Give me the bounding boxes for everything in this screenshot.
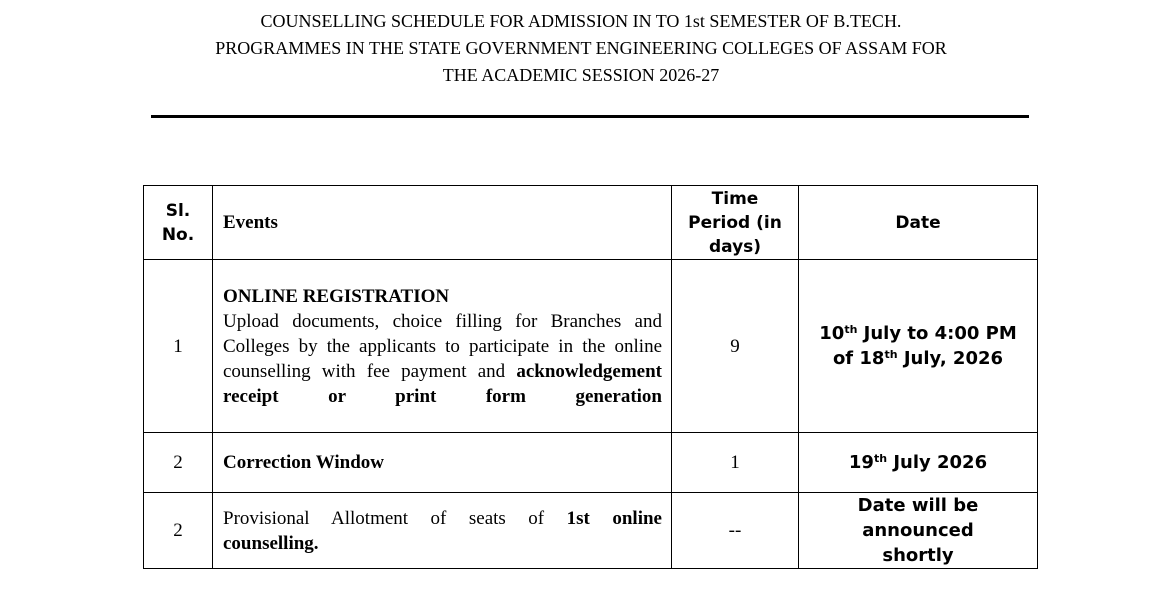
date-text: July to 4:00 PM	[857, 323, 1017, 344]
heading-line-2: PROGRAMMES IN THE STATE GOVERNMENT ENGINEERING COLLEGES OF ASSAM FOR	[215, 38, 947, 58]
row-sl: 2	[144, 493, 213, 569]
event-bold-text: 1st online	[566, 507, 662, 529]
event-text: Provisional Allotment of seats of	[223, 507, 545, 529]
table-row	[144, 493, 1038, 569]
row-date	[799, 260, 1038, 433]
date-line-2	[799, 346, 1037, 371]
header-period-line2: Period (in	[688, 212, 782, 233]
date-line-1	[799, 321, 1037, 346]
header-sl-line1: Sl.	[165, 200, 191, 221]
header-period-line1: Time	[711, 188, 759, 209]
row-days: --	[672, 493, 799, 569]
row-date	[799, 493, 1038, 569]
date-line-2: shortly	[882, 545, 954, 566]
header-sl-line2: No.	[161, 224, 195, 245]
date-line-1: Date will be announced	[857, 495, 979, 541]
row-event: Correction Window	[213, 433, 672, 493]
date-suffix: th	[884, 348, 898, 361]
table-row	[144, 260, 1038, 433]
event-description	[223, 309, 662, 409]
table-row	[144, 433, 1038, 493]
event-bold-text: acknowledgement receipt or print form generation	[223, 360, 662, 407]
heading-divider	[151, 115, 1029, 118]
event-title: ONLINE REGISTRATION	[223, 285, 450, 307]
row-event	[213, 260, 672, 433]
header-date: Date	[799, 186, 1038, 260]
header-period-line3: days)	[708, 236, 762, 257]
event-line-2: counselling.	[223, 532, 319, 554]
row-sl: 2	[144, 433, 213, 493]
header-time-period	[672, 186, 799, 260]
row-sl: 1	[144, 260, 213, 433]
event-text: Upload documents, choice filling for Branches and Colleges by the applicants to participate in the online counselling with fee payment and	[223, 310, 662, 382]
event-line-1	[223, 506, 662, 531]
date-day: 10	[819, 323, 845, 344]
date-text: July 2026	[887, 452, 988, 473]
date-day: of 18	[832, 348, 885, 369]
table-header-row	[144, 186, 1038, 260]
date-suffix: th	[873, 452, 888, 465]
row-days: 9	[672, 260, 799, 433]
header-sl-no	[144, 186, 213, 260]
date-text: July, 2026	[897, 348, 1004, 369]
document-heading	[0, 8, 1162, 89]
schedule-table	[143, 185, 1038, 569]
row-date	[799, 433, 1038, 493]
row-days: 1	[672, 433, 799, 493]
heading-line-1: COUNSELLING SCHEDULE FOR ADMISSION IN TO 1st SEMESTER OF B.TECH.	[260, 11, 902, 31]
heading-line-3: THE ACADEMIC SESSION 2026-27	[442, 65, 720, 85]
date-suffix: th	[844, 323, 858, 336]
date-day: 19	[848, 452, 874, 473]
row-event	[213, 493, 672, 569]
header-events: Events	[213, 186, 672, 260]
